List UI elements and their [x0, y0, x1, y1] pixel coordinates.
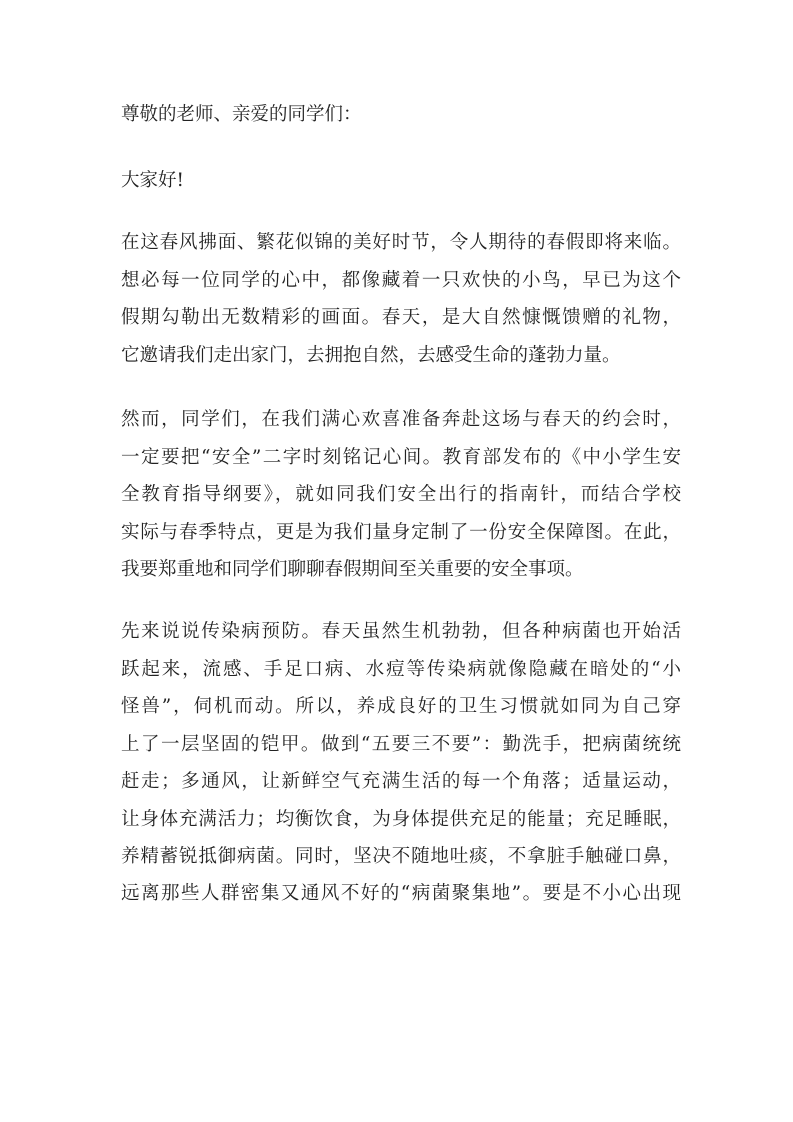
- paragraph-line: 它邀请我们走出家门，去拥抱自然，去感受生命的蓬勃力量。: [121, 345, 621, 366]
- paragraph-line: 远离那些人群密集又通风不好的“病菌聚集地”。要是不小心出现: [121, 883, 681, 904]
- paragraph-line: 假期勾勒出无数精彩的画面。春天，是大自然慷慨馈赠的礼物，: [121, 307, 681, 328]
- paragraph-line: 养精蓄锐抵御病菌。同时，坚决不随地吐痰，不拿脏手触碰口鼻，: [121, 846, 681, 867]
- paragraph-line: 实际与春季特点，更是为我们量身定制了一份安全保障图。在此，: [121, 522, 681, 543]
- paragraph-line: 全教育指导纲要》，就如同我们安全出行的指南针，而结合学校: [121, 484, 681, 505]
- paragraph-line: 我要郑重地和同学们聊聊春假期间至关重要的安全事项。: [121, 559, 584, 580]
- paragraph-line: 赶走；多通风，让新鲜空气充满生活的每一个角落；适量运动，: [121, 771, 681, 792]
- paragraph-line: 先来说说传染病预防。春天虽然生机勃勃，但各种病菌也开始活: [121, 621, 681, 642]
- paragraph-line: 然而，同学们，在我们满心欢喜准备奔赴这场与春天的约会时，: [121, 409, 681, 430]
- paragraph-line: 上了一层坚固的铠甲。做到“五要三不要”：勤洗手，把病菌统统: [121, 734, 681, 755]
- greeting: 大家好!: [121, 170, 184, 191]
- paragraph-line: 一定要把“安全”二字时刻铭记心间。教育部发布的《中小学生安: [121, 447, 681, 468]
- paragraph-line: 让身体充满活力；均衡饮食，为身体提供充足的能量；充足睡眠，: [121, 809, 681, 830]
- salutation: 尊敬的老师、亲爱的同学们：: [121, 104, 362, 125]
- paragraph-line: 跃起来，流感、手足口病、水痘等传染病就像隐藏在暗处的“小: [121, 659, 681, 680]
- paragraph-line: 想必每一位同学的心中，都像藏着一只欢快的小鸟，早已为这个: [121, 270, 681, 291]
- paragraph-line: 在这春风拂面、繁花似锦的美好时节，令人期待的春假即将来临。: [121, 232, 681, 253]
- paragraph-line: 怪兽”，伺机而动。所以，养成良好的卫生习惯就如同为自己穿: [121, 696, 681, 717]
